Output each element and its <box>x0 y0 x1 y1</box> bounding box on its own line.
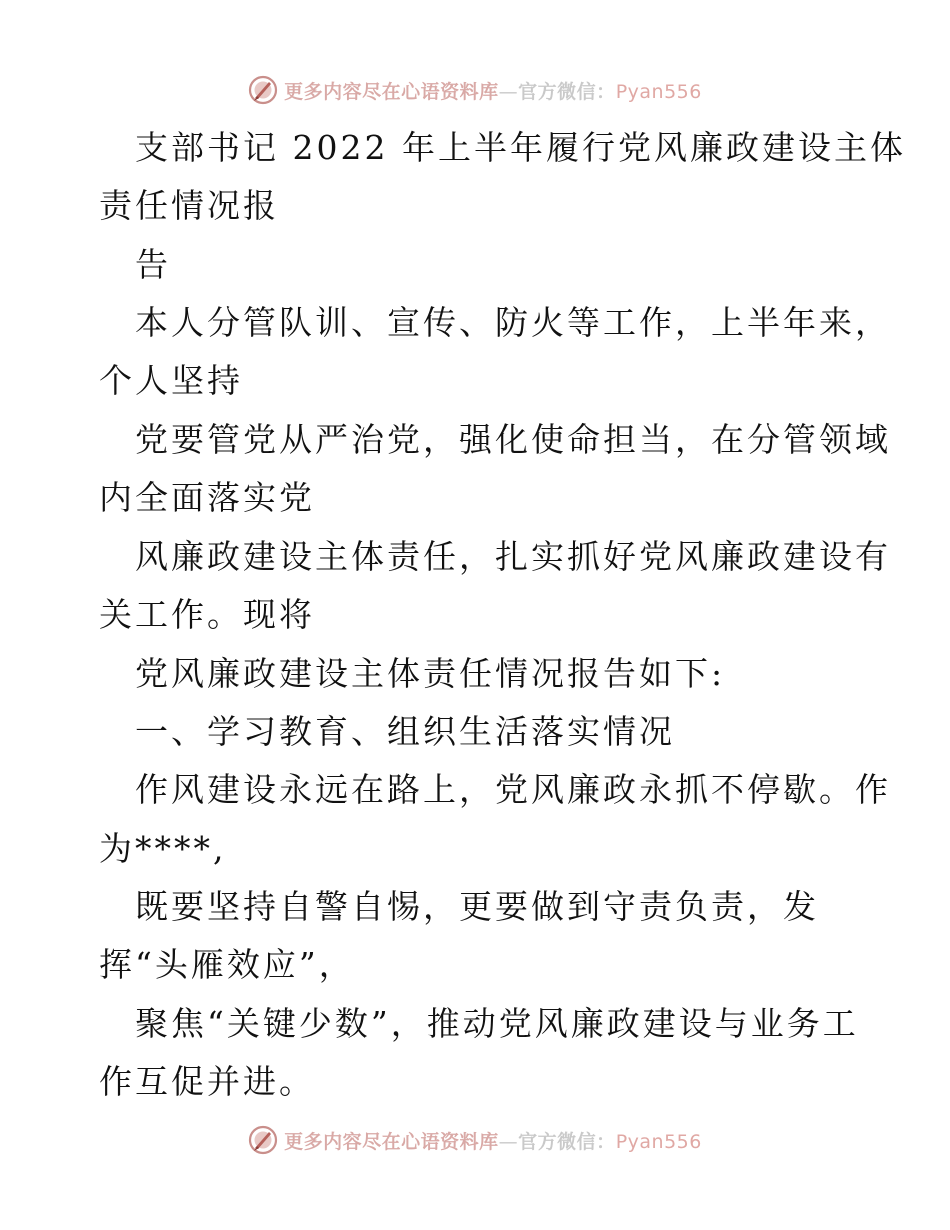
paragraph-line: 作互促并进。 <box>99 1062 315 1101</box>
paragraph-line: 本人分管队训、宣传、防火等工作，上半年来， <box>135 303 891 342</box>
paragraph-line: 关工作。现将 <box>99 595 315 634</box>
paragraph-line: 内全面落实党 <box>99 478 315 517</box>
watermark-separator: — <box>498 1130 519 1153</box>
watermark-text <box>284 77 702 104</box>
document-title-line-3: 告 <box>135 245 171 284</box>
paragraph-line: 挥“头雁效应”， <box>99 945 355 984</box>
paragraph-line: 聚焦“关键少数”，推动党风廉政建设与业务工 <box>135 1004 859 1043</box>
paragraph-line: 党风廉政建设主体责任情况报告如下: <box>135 654 726 693</box>
watermark-text <box>284 1127 702 1154</box>
paragraph-line: 作风建设永远在路上，党风廉政永抓不停歇。作 <box>135 770 891 809</box>
paragraph-line: 既要坚持自警自惕，更要做到守责负责，发 <box>135 887 819 926</box>
watermark-main-text: 更多内容尽在心语资料库 <box>284 80 499 103</box>
quill-pen-icon <box>248 1125 278 1155</box>
quill-pen-icon <box>248 75 278 105</box>
document-title-line-1: 支部书记 2022 年上半年履行党风廉政建设主体 <box>135 128 906 167</box>
document-title-line-2: 责任情况报 <box>99 186 279 225</box>
watermark-wechat-id: Pyan556 <box>615 1130 702 1153</box>
watermark-wechat-label: 官方微信： <box>518 1130 616 1153</box>
footer-watermark <box>0 1123 950 1157</box>
watermark-wechat-label: 官方微信： <box>518 80 616 103</box>
watermark-separator: — <box>498 80 519 103</box>
paragraph-line: 个人坚持 <box>99 361 243 400</box>
header-watermark <box>0 73 950 107</box>
watermark-main-text: 更多内容尽在心语资料库 <box>284 1130 499 1153</box>
paragraph-line: 党要管党从严治党，强化使命担当，在分管领域 <box>135 420 891 459</box>
section-heading: 一、学习教育、组织生活落实情况 <box>135 712 675 751</box>
paragraph-line: 为****, <box>99 829 227 868</box>
paragraph-line: 风廉政建设主体责任，扎实抓好党风廉政建设有 <box>135 537 891 576</box>
watermark-wechat-id: Pyan556 <box>615 80 702 103</box>
